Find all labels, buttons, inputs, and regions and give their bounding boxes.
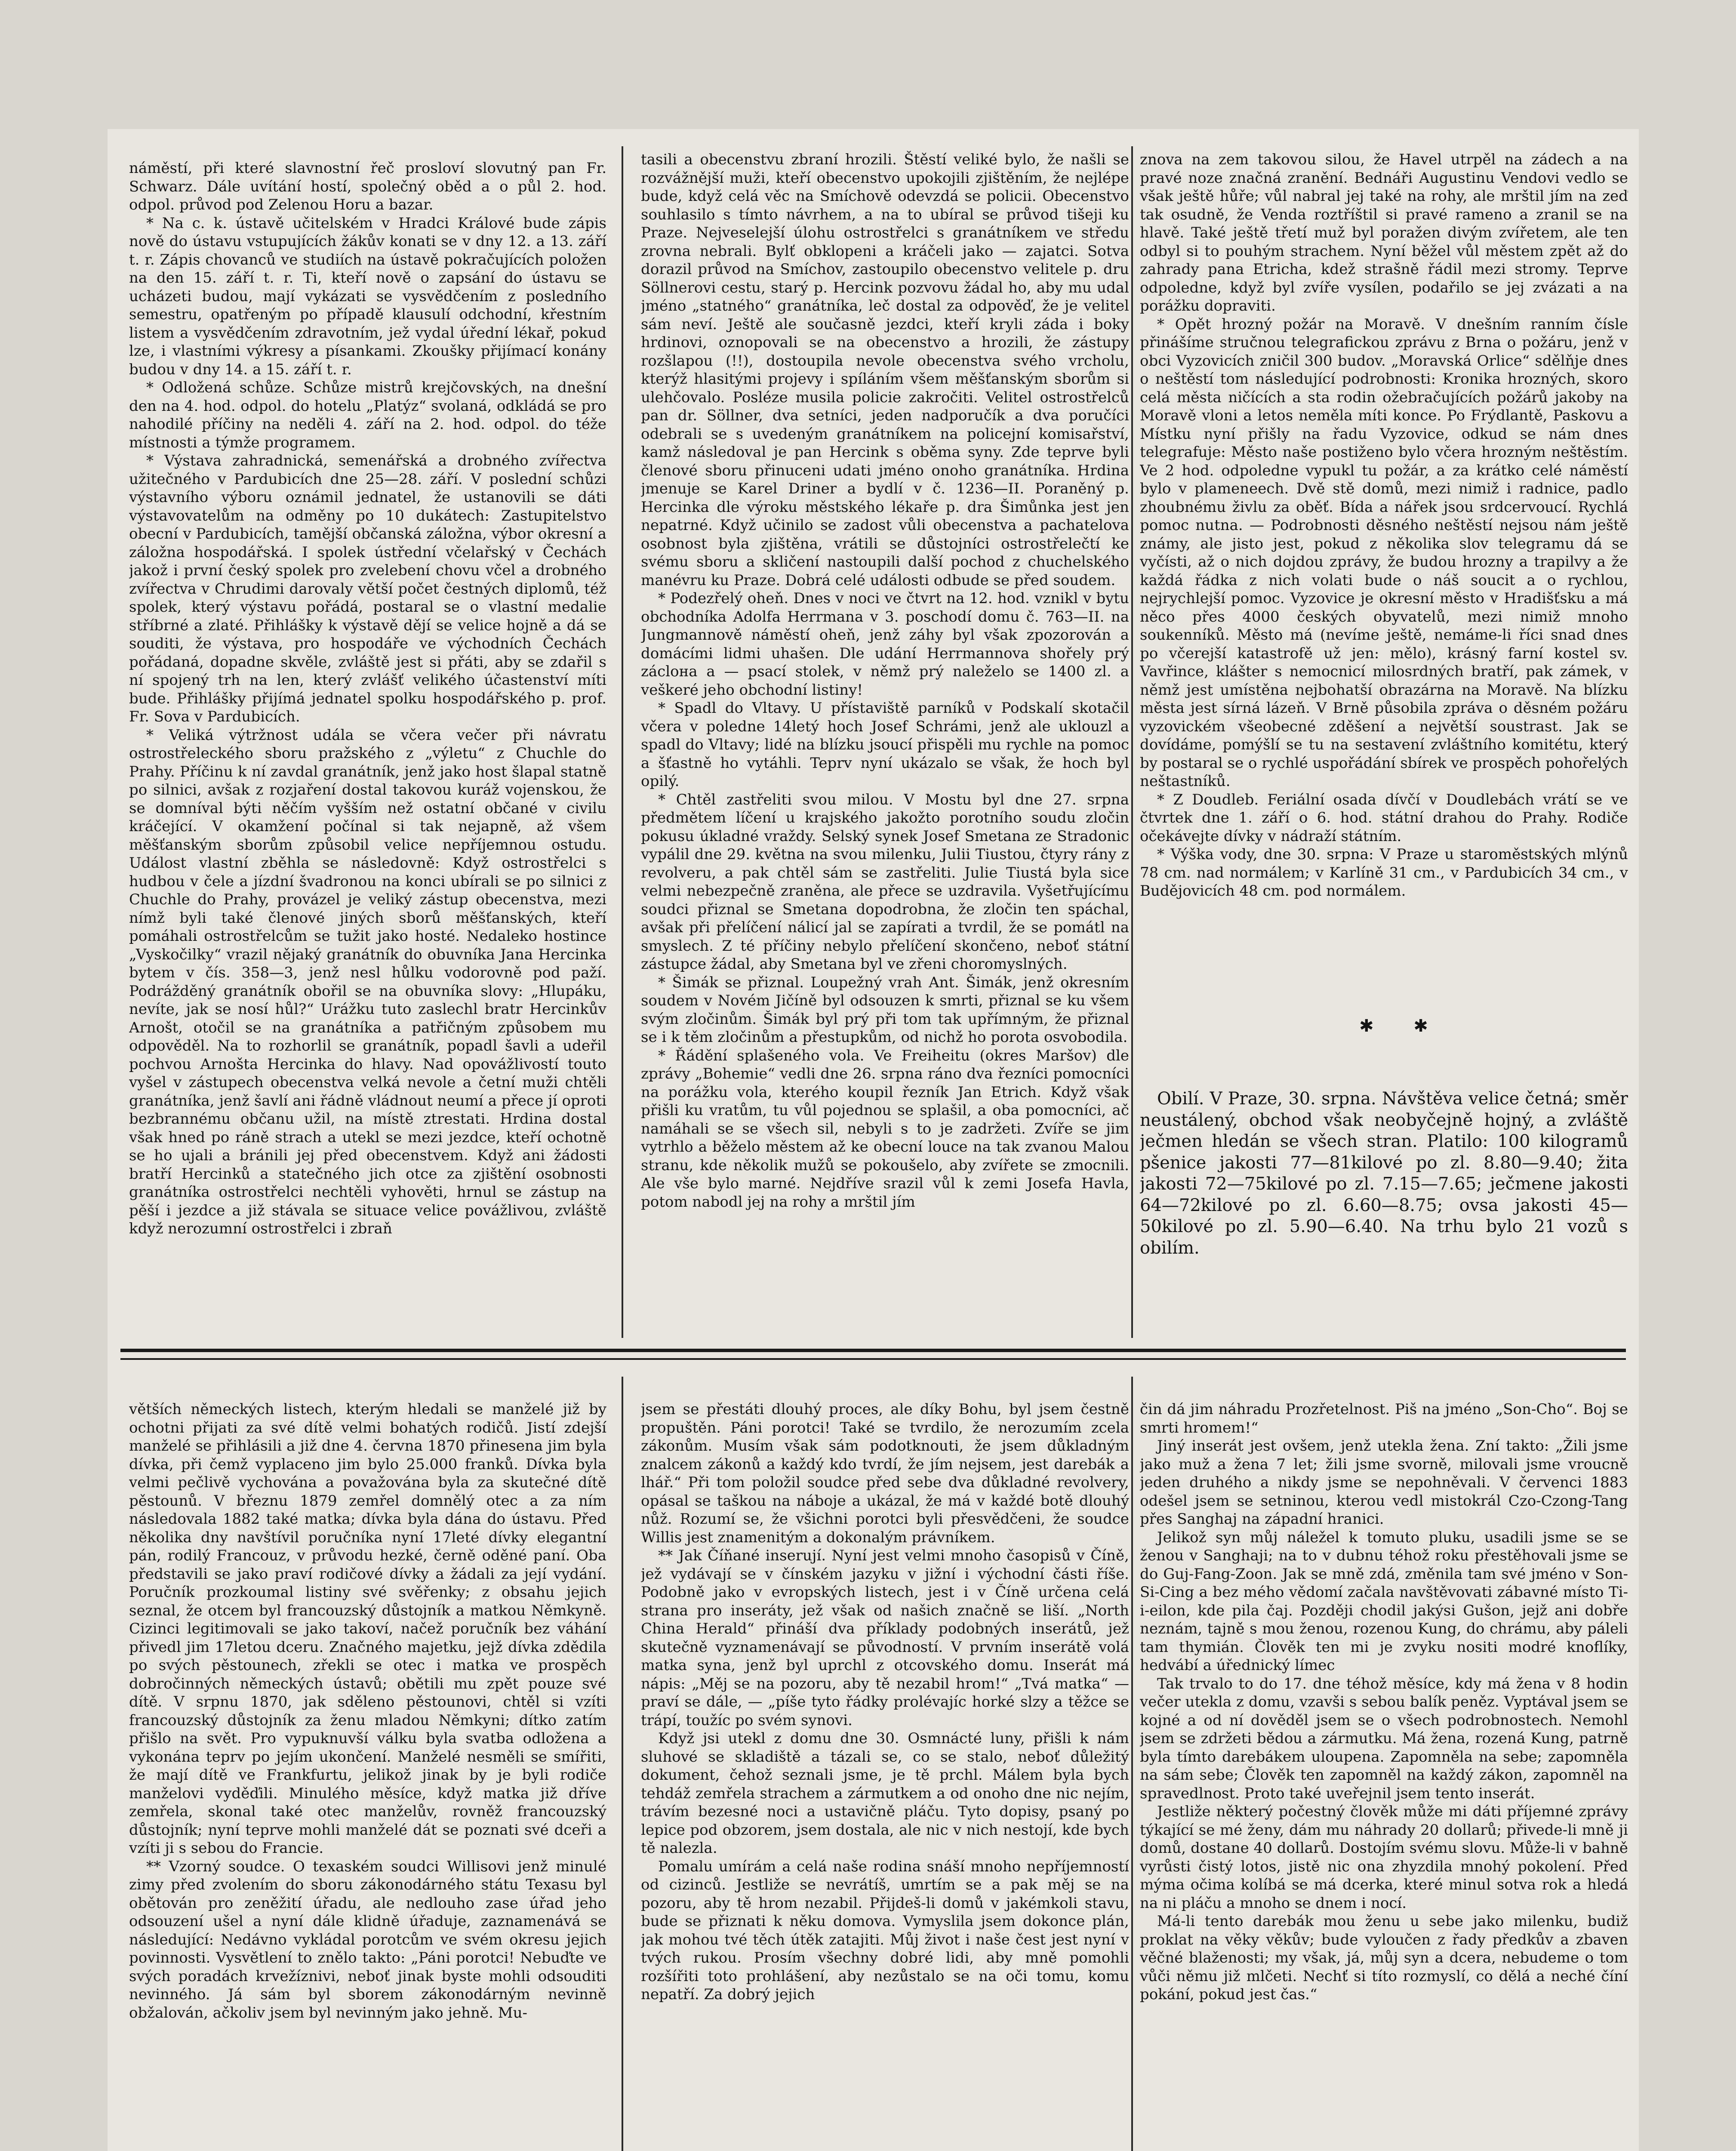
article-paragraph: ** Vzorný soudce. O texaském soudci Willisovi jenž minulé zimy před zvolením do sboru zákonodárného státu Texasu byl obětován pro zeněžití úřadu, ale nedlouho zase úřad jeho odsouzení ušel a nyní dále klidně úřaduje, zaznamenává se následující: Nedávno vykládal porotcům ve svém okresu jejich povinnosti. Vysvětlení to znělo takto: „Páni porotci! Nebuďte ve svých poradách krvežíznivi, neboť jinak byste mohli odsouditi nevinného. Já sám byl sborem zákonodárným nevinně obžalován, ačkoliv jsem byl nevinným jako jehně. Mu- <box>129 1858 606 2022</box>
article-paragraph: * Veliká výtržnost udála se včera večer při návratu ostrostřeleckého sboru pražského z „výletu“ z Chuchle do Prahy. Příčinu k ní zavdal granátník, jenž jako host šlapal statně po silnici, avšak z rozjaření dostal takovou kuráž vojenskou, že se domníval býti něčím vyšším než ostatní občané v civilu kráčející. V okamžení počínal si tak nejapně, až všem měšťanským sborům způsobil velice nepříjemnou ostudu. Událost vlastní zběhla se následovně: Když ostrostřelci s hudbou v čele a jízdní švadronou na konci ubírali se po silnici z Chuchle do Prahy, provázel je veliký zástup obecenstva, mezi nímž byli také členové jiných sborů měšťanských, kteří pomáhali ostrostřelcům se tužit jako hosté. Nedaleko hostince „Vyskočilky“ vrazil nějaký granátník do obuvníka Jana Hercinka bytem v čís. 358—3, jenž nesl hůlku vodorovně pod paží. Podrážděný granátník obořil se na obuvníka slovy: „Hlupáku, nevíte, jak se nosí hůl?“ Urážku tuto zaslechl bratr Hercinkův Arnošt, otočil se na granátníka a patřičným způsobem mu odpověděl. Na to rozhorlil se granátník, popadl šavli a udeřil pochvou Arnošta Hercinka do hlavy. Nad opovážlivostí touto vyšel v zástupech obecenstva velká nevole a četní muži chtěli granátníka, jenž šavlí ani řádně vládnout neumí a přece jí oproti bezbrannému občanu užil, na místě ztrestati. Hrdina dostal však hned po ráně strach a utekl se mezi jezdce, kteří ochotně se ho ujali a bránili jej před obecenstvem. Když ani žádosti bratří Hercinků a statečného jich otce za zjištění osobnosti granátníka ostrostřelci nechtěli vyhověti, hrnul se zástup na pěší i jezdce a již stávala se situace velice povážlivou, zvláště když nerozumní ostrostřelci i zbraň <box>129 726 606 1237</box>
article-paragraph: ** Jak Číňané inserují. Nyní jest velmi mnoho časopisů v Číně, jež vydávají se v čínském jazyku v jižní i východní části říše. Podobně jako v evropských listech, jest i v Číně určena celá strana pro inseráty, jež však od našich značně se liší. „North China Herald“ přináší dva příklady podobných inserátů, jež skutečně vyznamenávají se původností. V prvním inserátě volá matka syna, jenž byl uprchl z otcovského domu. Inserát má nápis: „Měj se na pozoru, aby tě nezabil hrom!“ „Tvá matka“ — praví se dále, — „píše tyto řádky prolévajíc horké slzy a těžce se trápí, toužíc po svém synovi. <box>641 1547 1129 1729</box>
column-bottom-2 <box>641 1400 1129 2151</box>
article-paragraph: čin dá jim náhradu Prozřetelnost. Piš na jméno „Son-Cho“. Boj se smrti hromem!“ <box>1140 1401 1628 1436</box>
column-divider <box>1131 1377 1133 2151</box>
article-paragraph: * Spadl do Vltavy. U přístaviště parníků v Podskalí skotačil včera v poledne 14letý hoch Josef Schrámi, jenž ale uklouzl a spadl do Vltavy; lidé na blízku jsoucí přispěli mu rychle na pomoc a šťastně ho vytáhli. Teprv nyní ukázalo se však, že hoch byl opilý. <box>641 700 1129 790</box>
article-paragraph: tasili a obecenstvu zbraní hrozili. Štěstí veliké bylo, že našli se rozvážnější muži, kteří obecenstvo upokojili zjištěním, že nejlépe bude, když celá věc na Smíchově odevzdá se policii. Obecenstvo souhlasilo s tímto návrhem, a na to ubíral se průvod tišeji ku Praze. Nejveselejší úlohu ostrostřelci s granátníkem ve středu zrovna nebrali. Bylť obklopeni a kráčeli jako — zajatci. Sotva dorazil průvod na Smíchov, zastoupilo obecenstvo velitele p. dru Söllnerovi cestu, starý p. Hercink pozvovu žádal ho, aby mu udal jméno „statného“ granátníka, leč dostal za odpověď, že je velitel sám neví. Ještě ale současně jezdci, kteří kryli záda i boky hrdinovi, oznopovali se na obecenstvo a hrozili, že zástupy rozšlapou (!!), dostoupila nevole obecenstva svého vrcholu, kterýž hlasitými projevy i spíláním všem měšťanským sborům si ulehčovalo. Posléze musila policie zakročiti. Velitel ostrostřelců pan dr. Söllner, dva setníci, jeden nadporučík a dva poručíci odebrali se s uvedeným granátníkem na policejní komisařství, kamž následoval je pan Hercink s oběma syny. Zde teprve byli členové sboru přinuceni udati jméno onoho granátníka. Hrdina jmenuje se Karel Driner a bydlí v č. 1236—II. Poraněný p. Hercinka dle výroku městského lékaře p. dra Šimůnka jest jen nepatrné. Když učinilo se zadost vůli obecenstva a pachatelova osobnost byla zjištěna, vrátili se důstojníci ostrostřelečtí ke svému sboru a skličení nastoupili další pochod z chuchelského manévru ku Praze. Dobrá celé události odbude se před soudem. <box>641 151 1129 589</box>
newspaper-page <box>108 129 1639 2151</box>
market-paragraph: Obilí. V Praze, 30. srpna. Návštěva velice četná; směr neustálený, obchod však neobyčejně hojný, a zvláště ječmen hledán se všech stran. Platilo: 100 kilogramů pšenice jakosti 77—81kilové po zl. 8.80—9.40; žita jakosti 72—75kilové po zl. 7.15—7.65; ječmene jakosti 64—72kilové po zl. 6.60—8.75; ovsa jakosti 45—50kilové po zl. 5.90—6.40. Na trhu bylo 21 vozů s obilím. <box>1140 1089 1628 1258</box>
column-top-3 <box>1140 151 1628 942</box>
column-divider <box>622 146 623 1338</box>
article-paragraph: Má-li tento darebák mou ženu u sebe jako milenku, budiž proklat na věky věkův; bude vyloučen z řady předkův a zbaven věčné blaženosti; my však, já, můj syn a dcera, nebudeme o tom vůči němu již mlčeti. Nechť si títo rozmyslí, co dělá a neché číní pokání, pokud jest čas.“ <box>1140 1913 1628 2003</box>
article-paragraph: * Odložená schůze. Schůze mistrů krejčovských, na dnešní den na 4. hod. odpol. do hotelu „Platýz“ svolaná, odkládá se pro nahodilé příčiny na neděli 4. září na 2. hod. odpol. do téže místnosti a týmže programem. <box>129 379 606 451</box>
section-ornament: ✱ ✱ <box>1359 1016 1445 1036</box>
article-paragraph: Jelikož syn můj náležel k tomuto pluku, usadili jsme se se ženou v Sanghaji; na to v dubnu téhož roku přestěhovali jsme se do Guj-Fang-Zoon. Jak se mně zdá, změnila tam své jméno v Son-Si-Cing a bez mého vědomí začala navštěvovati zábavné místo Ti-i-eilon, kde pila čaj. Později chodil jakýsi Gušon, jejž ani dobře neznám, tajně s mou ženou, rozenou Kung, do chrámu, aby páleli tam thymián. Člověk ten mi je zvyku nositi modré knoflíky, hedvábí a úřednický límec <box>1140 1529 1628 1674</box>
article-paragraph: náměstí, při které slavnostní řeč prosloví slovutný pan Fr. Schwarz. Dále uvítání hostí, společný oběd a o půl 2. hod. odpol. průvod pod Zelenou Horu a bazar. <box>129 160 606 213</box>
column-top-1 <box>129 159 606 1342</box>
article-paragraph: * Podezřelý oheň. Dnes v noci ve čtvrt na 12. hod. vznikl v bytu obchodníka Adolfa Herrmana v 3. poschodí domu č. 763—II. na Jungmannově náměstí oheň, jenž záhy byl však zpozorován a domácími lidmi uhašen. Dle udání Herrmannova shořely prý zácloна a — psací stolek, v němž prý naleželo se 1400 zl. a veškeré jeho obchodní listiny! <box>641 590 1129 699</box>
article-paragraph: * Řádění splašeného vola. Ve Freiheitu (okres Maršov) dle zprávy „Bohemie“ vedli dne 26. srpna ráno dva řezníci pomocníci na porážku vola, kterého koupil řezník Jan Etrich. Když však přišli ku vratům, tu vůl pojednou se splašil, a oba pomocníci, ač namáhali se se všech sil, nebyli s to je zadržeti. Zvíře se jim vytrhlo a běželo městem až ke obecní louce na tak zvanou Malou stranu, kde několik mužů se pokoušelo, aby zvířete se zmocnili. Ale vše bylo marné. Nejdříve srazil vůl k zemi Josefa Havla, potom nabodl jej na rohy a mrštil jím <box>641 1047 1129 1211</box>
article-paragraph: * Výška vody, dne 30. srpna: V Praze u staroměstských mlýnů 78 cm. nad normálem; v Karlíně 31 cm., v Pardubicích 34 cm., v Budějovicích 48 cm. pod normálem. <box>1140 846 1628 900</box>
article-paragraph: * Na c. k. ústavě učitelském v Hradci Králové bude zápis nově do ústavu vstupujících žákův konati se v dny 12. a 13. září t. r. Zápis chovanců ve studiích na ústavě pokračujících položen na den 15. září t. r. Ti, kteří nově o zapsání do ústavu se ucházeti budou, mají vykázati se vysvědčením z posledního semestru, opatřeným po případě klausulí odchodní, křestním listem a vysvědčením zdravotním, jež vydal úřední lékař, pokud lze, i vlastními výkresy a písankami. Zkoušky přijímací konány budou v dny 14. a 15. září t. r. <box>129 214 606 378</box>
article-paragraph: znova na zem takovou silou, že Havel utrpěl na zádech a na pravé noze značná zranění. Bednáři Augustinu Vendovi vedlo se však ještě hůře; vůl nabral jej také na rohy, ale mrštil jím na zeď tak osudně, že Venda roztříštil si pravé rameno a zranil se na hlavě. Také ještě třetí muž byl poražen divým zvířetem, ale ten odbyl si to pouhým strachem. Nyní běžel vůl městem zpět až do zahrady pana Etricha, kdež strašně řádil mezi stromy. Teprve odpoledne, když byl zvíře vysílen, podařilo se jej zvázati a na porážku dopraviti. <box>1140 151 1628 314</box>
article-paragraph: Jiný inserát jest ovšem, jenž utekla žena. Zní takto: „Žili jsme jako muž a žena 7 let; žili jsme svorně, milovali jsme vroucně jeden druhého a nikdy jsme se nepohněvali. V červenci 1883 odešel jsem se setninou, kterou vedl mistokrál Czo-Czong-Tang přes Sanghaj na západní hranici. <box>1140 1437 1628 1528</box>
article-paragraph: Pomalu umírám a celá naše rodina snáší mnoho nepříjemností od cizinců. Jestliže se nevrátíš, umrtím se a pak měj se na pozoru, aby tě hrom nezabil. Přijdeš-li domů v jakémkoli stavu, bude se přiznati k něku domova. Vymyslila jsem dokonce plán, jak mohou tvé těch útěk zatajiti. Můj život i naše čest jest nyní v tvých rukou. Prosím všechny dobré lidi, aby mně pomohli rozšířiti toto prohlášení, aby nezůstalo se na oči tomu, komu nepatří. Za dobrý jejich <box>641 1858 1129 2003</box>
column-divider <box>1131 146 1133 1338</box>
article-paragraph: * Šimák se přiznal. Loupežný vrah Ant. Šimák, jenž okresním soudem v Novém Jičíně byl odsouzen k smrti, přiznal se ku všem svým zločinům. Šimák byl prý při tom tak upřímným, že přiznal se i k těm zločinům a přestupkům, od nichž ho porota osvobodila. <box>641 974 1129 1046</box>
section-rule <box>120 1349 1626 1352</box>
article-paragraph: jsem se přestáti dlouhý proces, ale díky Bohu, byl jsem čestně propuštěn. Páni porotci! Také se tvrdilo, že nerozumím zcela zákonům. Musím však sám podotknouti, že jsem důkladným znalcem zákonů a každý kdo tvrdí, že jím nejsem, jest darebák a lhář.“ Při tom položil soudce před sebe dva důkladné revolvery, opásal se taškou na náboje a ukázal, že má v každé botě dlouhý nůž. Rozumí se, že všichni porotci byli přesvědčeni, že soudce Willis jest znamenitým a dokonalým právníkem. <box>641 1401 1129 1546</box>
column-bottom-1 <box>129 1400 606 2151</box>
article-paragraph: Když jsi utekl z domu dne 30. Osmnácté luny, přišli k nám sluhové se skladiště a tázali se, co se stalo, neboť důležitý dokument, čehož seznali jsme, je tě prchl. Málem byla bych tehdáž zemřela strachem a zármutkem a od onoho dne nic nejím, trávím bezesné noci a ustavičně pláču. Tyto dopisy, psaný po lepice pod obzorem, jsem dostala, ale nic v nich nestojí, kde bych tě nalezla. <box>641 1730 1129 1857</box>
article-paragraph: * Chtěl zastřeliti svou milou. V Mostu byl dne 27. srpna předmětem líčení u krajského jakožto porotního soudu zločin pokusu úkladné vraždy. Selský synek Josef Smetana ze Stradonic vypálil dne 29. května na svou milenku, Julii Tiustou, čtyry rány z revolveru, a pak chtěl sám se zastřeliti. Julie Tiustá byla sice velmi nebezpečně zraněna, ale přece se uzdravila. Vyšetřujícímu soudci přiznal se Smetana dopodrobna, že zločin ten spáchal, avšak při přelíčení nálicí jal se zapírati a tvrdil, že se pomátl na smyslech. Z té příčiny nebylo přelíčení skončeno, neboť státní zástupce žádal, aby Smetana byl ve zřeni choromyslných. <box>641 791 1129 973</box>
article-paragraph: větších německých listech, kterým hledali se manželé již by ochotni přijati za své dítě velmi bohatých rodičů. Jistí zdejší manželé se přihlásili a již dne 4. června 1870 přinesena jim byla dívka, při čemž vyplaceno jim bylo 25.000 franků. Dívka byla velmi pečlivě vychována a považována byla za skutečné dítě pěstounů. V březnu 1879 zemřel domnělý otec a za ním následovala 1882 také matka; dívka byla dána do ústavu. Před několika dny navštívil poručníka nyní 17leté dívky elegantní pán, rodilý Francouz, v průvodu hezké, černě oděné paní. Oba představili se jako praví rodičové dívky a žádali za její vydání. Poručník prozkoumal listiny své svěřenky; z obsahu jejich seznal, že otcem byl francouzský důstojník a matkou Němkyně. Cizinci legitimovali se jako takoví, načež poručník bez váhání přivedl jim 17letou dceru. Značného majetku, jejž dívka zdědila po svých pěstounech, zřekli se otec i matka ve prospěch dobročinných německých ústavů; obětili mu zpět pouze své dítě. V srpnu 1870, jak sděleno pěstounovi, chtěl si vzíti francouzský důstojník za ženu mladou Němkyni; dítko zatím přišlo na svět. Pro vypuknuvší válku byla svatba odložena a vykonána teprv po jejím ukončení. Manželé nesměli se smířiti, že mají dítě ve Frankfurtu, jelikož jinak by je byli rodiče manželovi vyděďili. Minulého měsíce, když matka již dříve zemřela, skonal také otec manželův, rovněž francouzský důstojník; nyní teprve mohli manželé dát se poznati své dceři a vzíti ji s sebou do Francie. <box>129 1401 606 1857</box>
article-paragraph: Tak trvalo to do 17. dne téhož měsíce, kdy má žena v 8 hodin večer utekla z domu, vzavši s sebou balík peněz. Vyptával jsem se kojné a od ní dověděl jsem se o všech podrobnostech. Nemohl jsem se zdržeti bědou a zármutku. Má žena, rozená Kung, patrně byla tímto darebákem uloupena. Zapomněla na sebe; zapomněla na sám sebe; Člověk ten zapomněl na každý zákon, zapomněl na spravedlnost. Proto také uveřejnil jsem tento inserát. <box>1140 1675 1628 1802</box>
article-paragraph: Jestliže některý počestný člověk může mi dáti příjemné zprávy týkající se mé ženy, dám mu náhrady 20 dollarů; přivede-li mně ji domů, dostane 40 dollarů. Dostojím svému slovu. Může-li v bahně vyrůsti čistý lotos, jistě nic ona zhyzdila mnohý pokolení. Před mýma očima kolíbá se má dcerka, které minul sotva rok a hledá na ni pláču a mnoho se dnem i nocí. <box>1140 1803 1628 1912</box>
grain-market-report <box>1140 1088 1628 1316</box>
column-divider <box>622 1377 623 2151</box>
column-top-2 <box>641 151 1129 1334</box>
article-paragraph: * Opět hrozný požár na Moravě. V dnešním ranním čísle přinášíme stručnou telegrafickou zprávu z Brna o požáru, jenž v obci Vyzovicích zničil 300 budov. „Moravská Orlice“ sdělňje dnes o neštěstí tom následující podrobnosti: Kronika hrozných, skoro celá města ničících a sta rodin ožebračujících požárů jakoby na Moravě vloni a letos neměla míti konce. Po Frýdlantě, Paskovu a Místku nyní přišly na řadu Vyzovice, odkud se nám dnes telegrafuje: Město naše postiženo bylo včera hrozným neštěstím. Ve 2 hod. odpoledne vypukl tu požár, a za krátko celé náměstí bylo v plameneech. Dvě stě domů, mezi nimiž i radnice, padlo zhoubnému živlu za oběť. Bída a nářek jsou srdcervoucí. Rychlá pomoc nutna. — Podrobnosti děsného neštěstí nejsou nám ještě známy, ale jisto jest, pokud z několika slov telegramu dá se vyčísti, až o nich dojdou zprávy, že budou hrozny a trapilvy a že každá řádka z nich volati bude o náš soucit a o rychlou, nejrychlejší pomoc. Vyzovice je okresní město v Hradišťsku a má něco přes 4000 českých obyvatelů, mezi nimiž mnoho soukenníků. Město má (nevíme ještě, nemáme-li říci snad dnes po včerejší katastrofě už jen: mělo), krásný farní kostel sv. Vavřince, klášter s nemocnicí milosrdných bratří, pak zámek, v němž jest umístěna nejbohatší obrazárna na Moravě. Na blízku města jest sírná lázeň. V Brně působila zpráva o děsném požáru vyzovickém všeobecné zděšení a největší soustrast. Jak se dovídáme, pomýšlí se tu na sestavení zvláštního komitétu, který by postaral se o rychlé uspořádání sbírek ve prospěch pohořelých neštastníků. <box>1140 315 1628 790</box>
column-bottom-3 <box>1140 1400 1628 2151</box>
article-paragraph: * Z Doudleb. Feriální osada dívčí v Doudlebách vrátí se ve čtvrtek dne 1. září o 6. hod. státní drahou do Prahy. Rodiče očekávejte dívky v nádraží státním. <box>1140 791 1628 845</box>
section-rule-thin <box>120 1358 1626 1360</box>
article-paragraph: * Výstava zahradnická, semenářská a drobného zvířectva užitečného v Pardubicích dne 25—28. září. V poslední schůzi výstavního výboru oznámil jednatel, že ustanovili se dáti výstavovatelům na odměny po 10 dukátech: Zastupitelstvo obecní v Pardubicích, tamější občanská záložna, výbor okresní a záložna hospodářská. I spolek ústřední včelařský v Čechách jakož i první český spolek pro zvelebení chovu včel a drobného zvířectva v Chrudimi darovaly větší počet čestných diplomů, též spolek, který výstavu pořádá, postaral se o vlastní medalie stříbrné a zlaté. Přihlášky k výstavě dějí se velice hojně a dá se souditi, že výstava, pro hospodáře ve východních Čechách pořádaná, dopadne skvěle, zvláště jest si přáti, aby se zdařil s ní spojený trh na len, který zvlášť velikého účastenství míti bude. Přihlášky přijímá jednatel spolku hospodářského p. prof. Fr. Sova v Pardubicích. <box>129 452 606 725</box>
